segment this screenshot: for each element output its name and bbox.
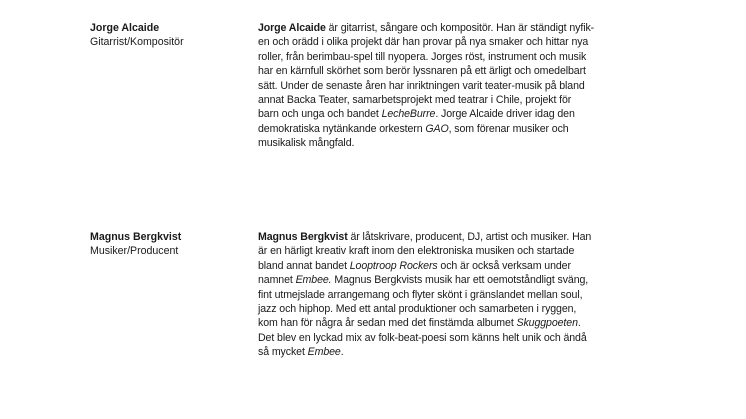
bio-italic-text: Skuggpoeten [516, 317, 578, 330]
bio-text: , som förenar musiker och [448, 122, 569, 135]
bio-italic-text: GAO [425, 122, 449, 135]
bio-text: demokratiska nytänkande orkestern [258, 122, 426, 135]
bio-italic-text: Embee [307, 346, 341, 359]
profile-name: Jorge Alcaide [90, 22, 160, 34]
bio-text: jazz och hiphop. Med ett antal produktioner och samarbeten i ryggen, [258, 303, 577, 316]
bio-text: roller, från berimbau-spel till nyopera. Jorges röst, instrument och musik [258, 50, 587, 63]
bio-text: bland annat bandet [258, 259, 350, 272]
bio-text: musikalisk mångfald. [258, 137, 355, 150]
bio-text: fint utmejslade arrangemang och flyter skönt i gränslandet mellan soul, [258, 288, 583, 301]
bio-text: . Jorge Alcaide driver idag den [435, 108, 575, 121]
bio-text: och är också verksam under [437, 259, 571, 272]
bio-text: . [577, 317, 581, 330]
bio-italic-text: Looptroop Rockers [349, 259, 438, 272]
bio-italic-text: LecheBurre [381, 108, 436, 121]
profile-heading [90, 21, 250, 50]
bio-text: är en härligt kreativ kraft inom den elektroniska musiken och startade [258, 245, 575, 258]
bio-text: barn och unga och bandet [258, 108, 382, 121]
profile-bio [258, 21, 678, 151]
bio-text: . [340, 346, 344, 359]
profile-bio [258, 230, 678, 360]
bio-text: namnet [258, 274, 296, 287]
bio-text: är låtskrivare, producent, DJ, artist och musiker. Han [347, 231, 592, 243]
bio-text: kom han för några år sedan med det finstämda albumet [258, 317, 517, 330]
bio-text: är gitarrist, sångare och kompositör. Han är ständigt nyfik- [325, 22, 595, 34]
bio-text: annat Backa Teater, samarbetsprojekt med teatrar i Chile, projekt för [258, 94, 572, 107]
profile-heading [90, 230, 250, 259]
bio-text: en och orädd i olika projekt där han provar på nya smaker och hittar nya [258, 36, 589, 49]
bio-text: Magnus Bergkvists musik har ett oemotståndligt sväng, [331, 274, 589, 287]
bio-text: sätt. Under de senaste åren har inriktningen varit teater-musik på bland [258, 79, 585, 92]
bio-bold-text: Magnus Bergkvist [258, 231, 348, 243]
bio-text: har en kärnfull skörhet som berör lyssnaren på ett ärligt och omedelbart [258, 65, 586, 78]
profile-role: Musiker/Producent [90, 245, 179, 258]
bio-italic-text: Embee. [295, 274, 332, 287]
bio-bold-text: Jorge Alcaide [258, 22, 326, 34]
profile-name: Magnus Bergkvist [90, 231, 182, 243]
bio-text: Det blev en lyckad mix av folk-beat-poesi som känns helt unik och ändå [258, 331, 587, 344]
profile-role: Gitarrist/Kompositör [90, 36, 184, 49]
bio-text: så mycket [258, 346, 308, 359]
